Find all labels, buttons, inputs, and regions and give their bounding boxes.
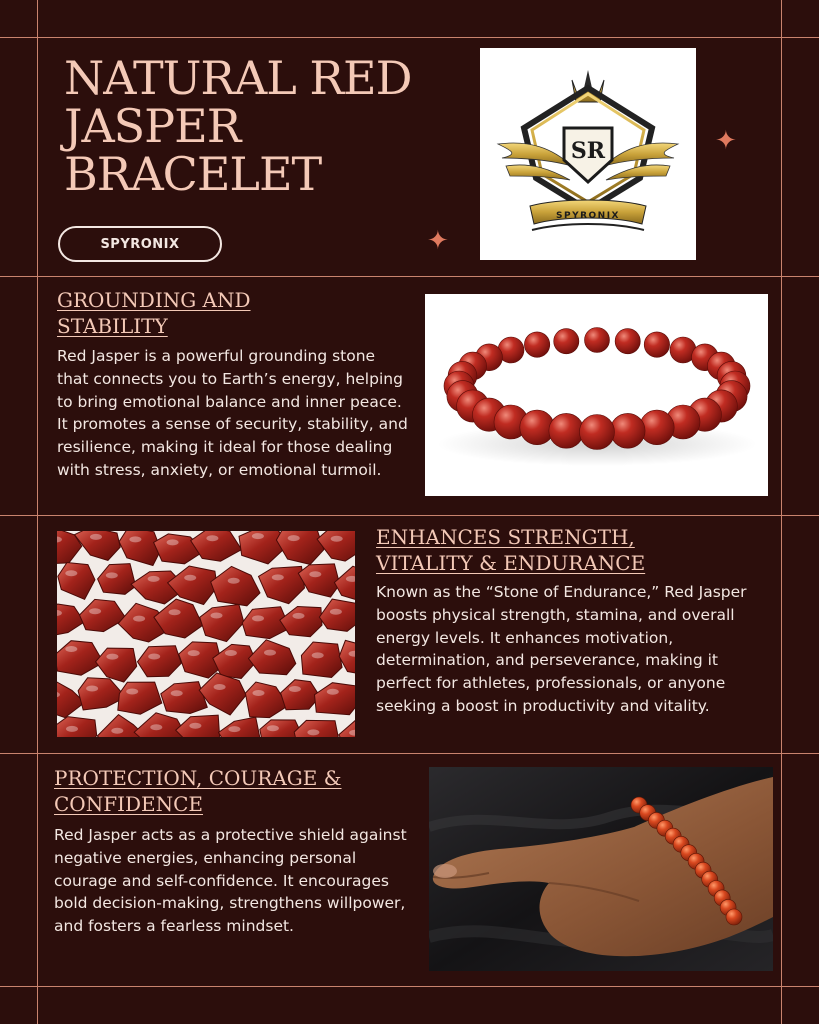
stone-highlight [111,728,123,734]
stone-highlight [188,650,200,656]
jasper-stone [259,566,305,603]
stone-highlight [288,535,300,541]
grid-line [0,276,819,277]
jasper-stone [96,648,137,682]
bead-bracelet-graphic [425,294,768,496]
sparkle-icon: ✦ [715,126,737,156]
bracelet-bead [554,329,579,354]
logo-brand-text: SPYRONIX [556,211,620,221]
jasper-stone [319,599,355,631]
stone-highlight [307,729,319,735]
section-heading-grounding: GROUNDING AND STABILITY [57,288,251,338]
jasper-stone [119,531,161,566]
stone-highlight [309,571,321,577]
jasper-stone [57,717,97,737]
stone-highlight [312,652,324,658]
jasper-stone [118,682,162,714]
stone-highlight [129,536,141,542]
stone-highlight [330,609,342,615]
bracelet-photo [425,294,768,496]
tumbled-stones-photo [57,531,355,737]
stone-highlight [267,725,279,731]
jasper-stone [98,564,136,595]
stone-highlight [148,576,160,582]
stone-highlight [189,723,201,729]
stone-highlight [65,570,77,576]
stone-highlight [184,575,196,581]
bracelet-bead [549,413,584,448]
jasper-stone [280,607,322,637]
jasper-stone [191,531,242,561]
bracelet-bead [615,329,640,354]
section-body-grounding: Red Jasper is a powerful grounding stone that connects you to Earth’s energy, helping to bring emotional balance and inner peace. It promotes a sense of security, stability, and resilience, making it ideal for those dealing with stress, anxiety, or emotional turmoil. [57,347,408,479]
jasper-stone [58,563,95,600]
jasper-stone [211,566,260,605]
stone-highlight [252,533,264,539]
grid-line [0,515,819,516]
stone-highlight [327,689,339,695]
stone-highlight [169,609,181,615]
stone-highlight [206,535,218,541]
bracelet-bead [610,413,645,448]
stone-highlight [148,654,160,660]
stone-highlight [289,686,301,692]
jasper-stone [276,531,323,564]
stone-highlight [90,534,102,540]
bracelet-bead [580,415,615,450]
stone-highlight [225,650,237,656]
sparkle-icon: ✦ [427,226,449,256]
wrist-bead [726,909,742,925]
jasper-stone [200,605,244,642]
jasper-stone [298,564,339,597]
jasper-stone [245,682,288,718]
stone-highlight [86,686,98,692]
stone-highlight [171,690,183,696]
jasper-stone [161,682,208,714]
stone-highlight [211,613,223,619]
jasper-stone [249,640,296,675]
stone-highlight [264,650,276,656]
jasper-stone [199,673,246,715]
grid-line [781,0,782,1024]
jasper-stone [334,566,355,602]
bracelet-bead [524,332,549,357]
spyronix-logo-graphic [480,48,696,260]
bracelet-bead [585,328,610,353]
section-body-protection: Red Jasper acts as a protective shield against negative energies, enhancing personal courage and self-confidence. It encourages bold decision-making, strengthens willpower, and fosters a fearless mindset. [54,826,407,936]
stone-highlight [228,726,240,732]
brand-logo [480,48,696,260]
logo-monogram: SR [570,138,606,164]
stone-highlight [106,572,118,578]
jasper-stone [138,646,182,677]
stone-highlight [253,690,265,696]
stone-highlight [167,539,179,545]
stone-highlight [133,616,145,622]
stone-highlight [214,684,226,690]
grid-line [37,0,38,1024]
stone-highlight [293,613,305,619]
grid-line [0,986,819,987]
stone-highlight [252,615,264,621]
stone-highlight [228,578,240,584]
stone-highlight [331,536,343,542]
stone-highlight [150,724,162,730]
jasper-stone [80,599,127,631]
page-title: NATURAL RED JASPER BRACELET [64,51,412,201]
tumbled-stones-graphic [57,531,355,737]
jasper-stone [219,717,261,737]
jasper-stone [339,640,355,675]
wrist-bracelet-graphic [429,767,773,971]
stone-highlight [126,689,138,695]
section-heading-protection: PROTECTION, COURAGE & CONFIDENCE [54,766,342,816]
section-heading-strength: ENHANCES STRENGTH, VITALITY & ENDURANCE [376,525,646,575]
jasper-stone [301,642,342,678]
bracelet-bead [644,332,669,357]
brand-badge: SPYRONIX [58,226,222,262]
stone-highlight [65,646,77,652]
stone-highlight [89,608,101,614]
stone-highlight [272,574,284,580]
jasper-stone [317,531,355,561]
stone-highlight [66,726,78,732]
jasper-stone [57,604,84,636]
stone-highlight [106,654,118,660]
section-body-strength: Known as the “Stone of Endurance,” Red Jasper boosts physical strength, stamina, and overall energy levels. It enhances motivation, determination, and perseverance, making it perfect for athletes, professionals, or anyone seeking a boost in productivity and vitality. [376,583,747,715]
jasper-stone [315,683,356,715]
jasper-stone [57,641,103,676]
jasper-stone [168,566,218,605]
grid-line [0,37,819,38]
wrist-photo [429,767,773,971]
grid-line [0,753,819,754]
